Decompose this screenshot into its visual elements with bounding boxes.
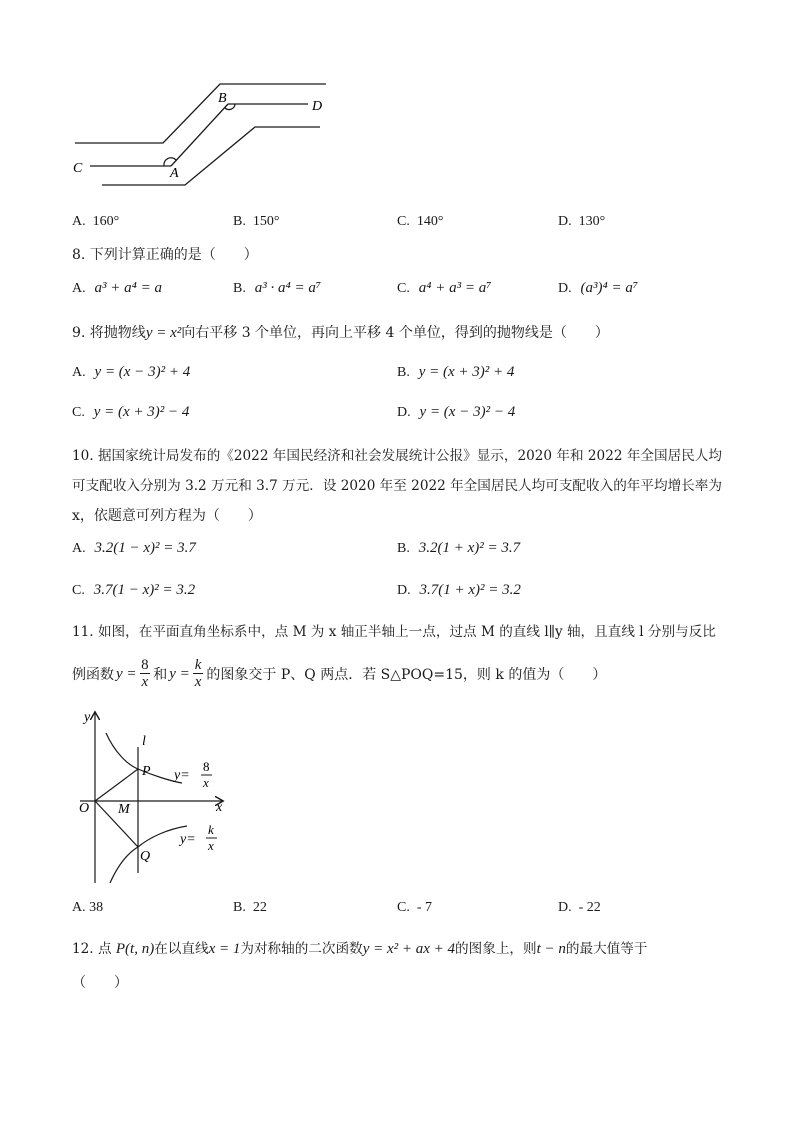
q11-line-1: 11. 如图，在平面直角坐标系中，点 M 为 x 轴正半轴上一点，过点 M 的直线 l∥y 轴，且直线 l 分别与反比 (72, 624, 716, 640)
q8-option-c: C. a⁴ + a³ = a⁷ (397, 280, 492, 296)
q11-option-c: C. - 7 (397, 900, 433, 915)
q7-option-c: C. 140° (397, 214, 444, 229)
q9-option-b: B. y = (x + 3)² + 4 (397, 364, 515, 380)
fig-eq2-num: k (208, 822, 214, 837)
q9-stem: 9. 将抛物线y = x²向右平移 3 个单位，再向上平移 4 个单位，得到的抛物线是（ ） (72, 325, 609, 341)
fig-label-l: l (142, 734, 146, 749)
fig-label-y: y (84, 710, 91, 725)
fig-label-P: P (142, 764, 151, 779)
q7-option-a: A. 160° (72, 214, 120, 229)
q7-option-b: B. 150° (233, 214, 280, 229)
fig-label-Q: Q (140, 849, 151, 864)
label-D: D (312, 99, 323, 114)
q9-option-c: C. y = (x + 3)² − 4 (72, 404, 190, 420)
fig-eq2-lhs: y= (180, 832, 196, 847)
q8-option-a: A. a³ + a⁴ = a (72, 280, 162, 296)
q10-option-c: C. 3.7(1 − x)² = 3.2 (72, 582, 196, 598)
q10-line-2: 可支配收入分别为 3.2 万元和 3.7 万元．设 2020 年至 2022 年全国居民人均可支配收入的年平均增长率为 (72, 478, 722, 494)
segment-OP (95, 769, 138, 801)
q10-line-3: x，依题意可列方程为（ ） (72, 508, 262, 524)
fig-eq1-num: 8 (203, 759, 210, 774)
q8-option-d: D. (a³)⁴ = a⁷ (558, 280, 639, 296)
fig-eq1-lhs: y= (174, 768, 190, 783)
label-A: A (170, 166, 179, 181)
q11-option-a: A. 38 (72, 900, 104, 915)
fraction-8-over-x: $\frac{8}{x}$ (141, 657, 149, 690)
q7-option-d: D. 130° (558, 214, 606, 229)
fig-label-O: O (79, 801, 90, 816)
q9-option-d: D. y = (x − 3)² − 4 (397, 404, 516, 420)
fig-label-M: M (118, 802, 130, 817)
segment-OQ (95, 801, 138, 847)
q12-line-1: 12. 点 P(t, n)在以直线x = 1为对称轴的二次函数y = x² + ax + 4的图象上，则t − n的最大值等于 (72, 941, 648, 957)
q11-line-2: 例函数 y = $\frac{8}{x}$ 和 y = $\frac{k}{x}$ 的图象交于 P、Q 两点．若 S△POQ=15，则 k 的值为（ ） (72, 657, 607, 690)
q11-option-b: B. 22 (233, 900, 267, 915)
q10-option-a: A. 3.2(1 − x)² = 3.7 (72, 540, 196, 556)
q7-figure (60, 75, 350, 195)
q10-option-d: D. 3.7(1 + x)² = 3.2 (397, 582, 521, 598)
q11-figure (70, 705, 240, 890)
fig-eq2-den: x (208, 838, 214, 853)
fig-label-x: x (216, 800, 223, 815)
fraction-k-over-x: $\frac{k}{x}$ (194, 657, 202, 690)
q10-option-b: B. 3.2(1 + x)² = 3.7 (397, 540, 521, 556)
q9-option-a: A. y = (x − 3)² + 4 (72, 364, 191, 380)
fig-eq1-den: x (203, 775, 209, 790)
q11-option-d: D. - 22 (558, 900, 601, 915)
q8-stem: 8. 下列计算正确的是（ ） (72, 247, 258, 263)
q12-line-2: （ ） (72, 975, 128, 991)
q10-line-1: 10. 据国家统计局发布的《2022 年国民经济和社会发展统计公报》显示，2020 年和 2022 年全国居民人均 (72, 448, 722, 464)
label-B: B (218, 91, 227, 106)
lower-band-line (102, 127, 320, 185)
q8-option-b: B. a³ · a⁴ = a⁷ (233, 280, 322, 296)
label-C: C (73, 161, 83, 176)
